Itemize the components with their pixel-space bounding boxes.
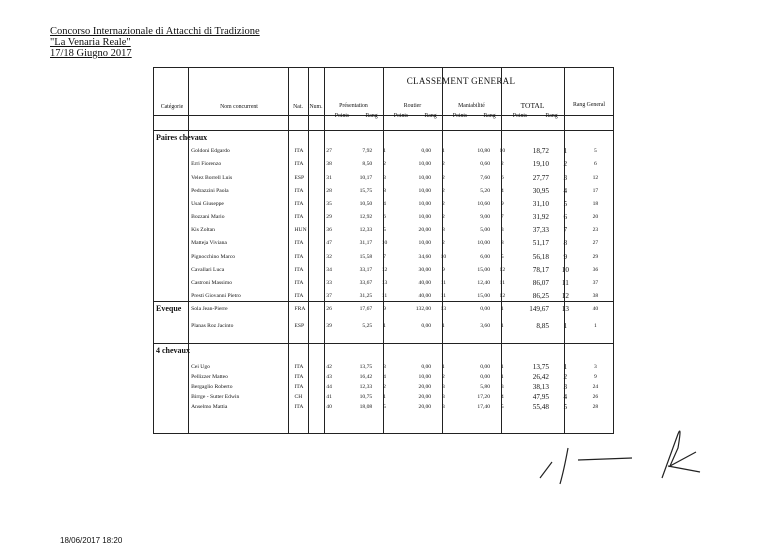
entry-number: 34 — [326, 266, 332, 273]
table-row — [154, 277, 613, 290]
header-nom: Nom concurrent — [220, 104, 258, 110]
presentation-rank: 11 — [381, 293, 388, 300]
table-row — [154, 321, 613, 331]
category-cell — [154, 211, 189, 224]
table-row — [154, 372, 613, 382]
table-row — [154, 158, 613, 171]
header-presentation: Présentation — [339, 103, 368, 109]
total-rank: 3 — [563, 382, 568, 391]
subheader-rang: Rang — [424, 113, 437, 119]
total-rank: 1 — [563, 147, 568, 156]
presentation-rank: 1 — [383, 393, 386, 400]
maniabilite-rank: 1 — [500, 306, 504, 313]
maniabilite-points: 5,80 — [480, 383, 491, 390]
competitor-name: Anselmo Mattia — [191, 403, 228, 410]
competitor-name: Cavallari Luca — [191, 266, 225, 273]
maniabilite-points: 0,00 — [480, 363, 491, 370]
category-cell — [154, 224, 189, 237]
category-cell — [154, 303, 189, 316]
table-row — [154, 290, 613, 303]
routier-points: 10,00 — [418, 187, 432, 194]
table-row — [154, 264, 613, 277]
nationality: ITA — [294, 240, 304, 247]
nationality: HUN — [294, 227, 307, 234]
category-cell — [154, 158, 189, 171]
total-rank: 4 — [563, 186, 568, 195]
category-cell — [154, 185, 189, 198]
routier-points: 10,00 — [418, 373, 432, 380]
competitor-name: Sola Jean-Pierre — [191, 306, 228, 313]
presentation-rank: 10 — [381, 240, 388, 247]
maniabilite-rank: 10 — [499, 148, 506, 155]
nationality: ITA — [294, 280, 304, 287]
competitor-name: Pignocchino Marco — [191, 253, 236, 260]
total-rank: 11 — [561, 279, 569, 288]
maniabilite-rank: 4 — [500, 393, 504, 400]
results-table — [154, 321, 613, 331]
maniabilite-points: 5,00 — [480, 227, 491, 234]
general-rank: 18 — [592, 200, 599, 207]
presentation-rank: 8 — [383, 187, 386, 194]
general-rank: 6 — [593, 161, 597, 168]
routier-rank: 1 — [442, 363, 445, 370]
routier-points: 20,00 — [418, 383, 432, 390]
maniabilite-points: 7,60 — [480, 174, 491, 181]
header-venue: "La Venaria Reale" — [50, 37, 131, 48]
total-rank: 10 — [561, 265, 569, 274]
total-points: 37,33 — [532, 226, 549, 235]
category-cell — [154, 198, 189, 211]
total-rank: 6 — [563, 213, 568, 222]
entry-number: 35 — [326, 200, 332, 207]
subheader-rang: Rang — [545, 113, 558, 119]
category-cell — [154, 362, 189, 372]
nationality: ITA — [294, 148, 304, 155]
header-event-name: Concorso Internazionale di Attacchi di Tradizione — [50, 26, 260, 37]
general-rank: 1 — [593, 322, 597, 329]
routier-points: 10,00 — [418, 161, 432, 168]
presentation-rank: 5 — [383, 403, 386, 410]
total-points: 38,13 — [532, 382, 549, 391]
routier-points: 10,00 — [418, 174, 432, 181]
routier-points: 20,00 — [418, 393, 432, 400]
general-rank: 29 — [592, 253, 599, 260]
nationality: ITA — [294, 363, 304, 370]
table-row — [154, 224, 613, 237]
maniabilite-points: 15,00 — [477, 266, 491, 273]
maniabilite-rank: 3 — [500, 383, 504, 390]
maniabilite-rank: 6 — [500, 174, 504, 181]
routier-rank: 3 — [442, 383, 445, 390]
maniabilite-points: 0,60 — [480, 161, 491, 168]
presentation-rank: 13 — [381, 280, 388, 287]
maniabilite-rank: 11 — [499, 280, 505, 287]
maniabilite-points: 10,00 — [477, 240, 491, 247]
subheader-points: Points — [334, 113, 350, 119]
routier-points: 0,00 — [421, 322, 432, 329]
general-rank: 23 — [592, 227, 599, 234]
presentation-points: 33,67 — [359, 280, 373, 287]
total-points: 149,67 — [529, 305, 549, 314]
total-points: 27,77 — [532, 173, 549, 182]
total-rank: 13 — [561, 305, 569, 314]
entry-number: 42 — [326, 363, 332, 370]
entry-number: 27 — [326, 148, 332, 155]
maniabilite-points: 5,20 — [480, 187, 491, 194]
entry-number: 31 — [326, 174, 332, 181]
competitor-name: Presti Giovanni Pietro — [191, 293, 241, 300]
table-row — [154, 362, 613, 372]
routier-rank: 1 — [442, 322, 445, 329]
general-rank: 27 — [592, 240, 599, 247]
competitor-name: Pellizzer Matteo — [191, 373, 228, 380]
presentation-points: 10,17 — [359, 174, 373, 181]
presentation-rank: 9 — [383, 306, 386, 313]
maniabilite-rank: 12 — [499, 293, 506, 300]
nationality: ITA — [294, 266, 304, 273]
total-rank: 9 — [563, 252, 568, 261]
competitor-name: Pedrazzini Paola — [191, 187, 229, 194]
table-row — [154, 145, 613, 158]
presentation-points: 18,08 — [359, 403, 373, 410]
routier-rank: 2 — [442, 174, 445, 181]
entry-number: 26 — [326, 306, 332, 313]
signature-marks — [520, 420, 720, 490]
total-points: 86,25 — [532, 292, 549, 301]
total-points: 47,95 — [532, 392, 549, 401]
general-rank: 5 — [593, 148, 597, 155]
competitor-name: Usai Giuseppe — [191, 200, 224, 207]
general-rank: 36 — [592, 266, 599, 273]
presentation-points: 15,75 — [359, 187, 373, 194]
general-rank: 3 — [593, 363, 597, 370]
table-row — [154, 251, 613, 264]
general-rank: 40 — [592, 306, 599, 313]
category-cell — [154, 264, 189, 277]
section-title: 4 chevaux — [156, 346, 190, 355]
presentation-rank: 2 — [383, 161, 386, 168]
routier-rank: 3 — [442, 403, 445, 410]
general-rank: 26 — [592, 393, 599, 400]
maniabilite-rank: 5 — [500, 403, 504, 410]
routier-points: 30,00 — [418, 266, 432, 273]
header-maniabilite: Maniabilité — [458, 103, 485, 109]
routier-rank: 2 — [442, 373, 445, 380]
presentation-rank: 2 — [383, 383, 386, 390]
routier-rank: 2 — [442, 214, 445, 221]
routier-rank: 11 — [440, 280, 447, 287]
general-rank: 38 — [592, 293, 599, 300]
presentation-points: 31,25 — [359, 293, 373, 300]
maniabilite-points: 0,00 — [480, 306, 491, 313]
total-rank: 2 — [563, 372, 568, 381]
routier-points: 20,00 — [418, 403, 432, 410]
entry-number: 32 — [326, 253, 332, 260]
maniabilite-rank: 5 — [500, 253, 504, 260]
presentation-points: 33,17 — [359, 266, 373, 273]
presentation-points: 12,92 — [359, 214, 373, 221]
maniabilite-points: 6,00 — [480, 253, 491, 260]
table-row — [154, 303, 613, 316]
table-row — [154, 198, 613, 211]
presentation-points: 8,50 — [362, 161, 373, 168]
total-rank: 2 — [563, 160, 568, 169]
total-rank: 8 — [563, 239, 568, 248]
section-title: Paires chevaux — [156, 133, 208, 142]
category-cell — [154, 372, 189, 382]
table-title: CLASSEMENT GENERAL — [406, 76, 516, 86]
presentation-points: 7,92 — [362, 148, 373, 155]
routier-rank: 8 — [442, 227, 445, 234]
maniabilite-rank: 1 — [500, 373, 504, 380]
routier-rank: 13 — [440, 306, 447, 313]
competitor-name: Birrge - Sutter Edwin — [191, 393, 240, 400]
category-cell — [154, 321, 189, 331]
results-sheet — [153, 67, 614, 434]
routier-points: 40,00 — [418, 293, 432, 300]
maniabilite-rank: 2 — [500, 161, 504, 168]
maniabilite-rank: 8 — [500, 240, 504, 247]
nationality: ITA — [294, 373, 304, 380]
nationality: ITA — [294, 403, 304, 410]
section-title: Eveque — [156, 304, 182, 313]
maniabilite-points: 0,00 — [480, 373, 491, 380]
header-categorie: Catégorie — [160, 104, 184, 110]
entry-number: 44 — [326, 383, 332, 390]
nationality: ITA — [294, 187, 304, 194]
category-cell — [154, 402, 189, 412]
competitor-name: Cei Ugo — [191, 363, 210, 370]
header-num: Num. — [309, 104, 323, 110]
results-table — [154, 362, 613, 412]
competitor-name: Bergaglio Roberto — [191, 383, 233, 390]
subheader-rang: Rang — [365, 113, 378, 119]
routier-points: 10,00 — [418, 240, 432, 247]
nationality: ITA — [294, 293, 304, 300]
entry-number: 41 — [326, 393, 332, 400]
entry-number: 38 — [326, 161, 332, 168]
nationality: ITA — [294, 214, 304, 221]
routier-rank: 2 — [442, 200, 445, 207]
routier-rank: 2 — [442, 161, 445, 168]
general-rank: 24 — [592, 383, 599, 390]
presentation-points: 12,33 — [359, 383, 373, 390]
header-rang-general: Rang General — [572, 102, 606, 108]
routier-points: 40,00 — [418, 280, 432, 287]
results-table — [154, 145, 613, 316]
table-row — [154, 392, 613, 402]
routier-rank: 1 — [442, 148, 445, 155]
total-rank: 1 — [563, 321, 568, 330]
general-rank: 9 — [593, 373, 597, 380]
total-rank: 12 — [561, 292, 569, 301]
nationality: ITA — [294, 200, 304, 207]
routier-points: 34,60 — [418, 253, 432, 260]
table-row — [154, 237, 613, 250]
competitor-name: Castroni Massimo — [191, 280, 233, 287]
subheader-points: Points — [512, 113, 528, 119]
total-points: 51,17 — [532, 239, 549, 248]
category-cell — [154, 290, 189, 303]
presentation-rank: 12 — [381, 266, 388, 273]
total-rank: 5 — [563, 402, 568, 411]
presentation-rank: 1 — [383, 148, 386, 155]
routier-points: 10,00 — [418, 200, 432, 207]
presentation-points: 10,50 — [359, 200, 373, 207]
header-dates: 17/18 Giugno 2017 — [50, 48, 132, 59]
entry-number: 43 — [326, 373, 332, 380]
header-total: TOTAL — [520, 101, 545, 110]
total-points: 86,07 — [532, 279, 549, 288]
maniabilite-rank: 1 — [500, 322, 504, 329]
competitor-name: Bozzani Mario — [191, 214, 225, 221]
total-points: 18,72 — [532, 147, 549, 156]
routier-rank: 9 — [442, 266, 445, 273]
total-points: 78,17 — [532, 265, 549, 274]
presentation-points: 12,33 — [359, 227, 373, 234]
presentation-points: 31,17 — [359, 240, 373, 247]
grid-line — [154, 343, 613, 344]
total-points: 56,18 — [532, 252, 549, 261]
total-rank: 4 — [563, 392, 568, 401]
presentation-rank: 7 — [383, 253, 386, 260]
entry-number: 40 — [326, 403, 332, 410]
maniabilite-points: 17,40 — [477, 403, 491, 410]
header-nat: Nat. — [293, 104, 303, 110]
category-cell — [154, 237, 189, 250]
general-rank: 17 — [592, 187, 599, 194]
routier-points: 10,00 — [418, 214, 432, 221]
entry-number: 47 — [326, 240, 332, 247]
presentation-rank: 3 — [383, 363, 386, 370]
print-timestamp: 18/06/2017 18:20 — [60, 536, 123, 545]
routier-points: 0,00 — [421, 148, 432, 155]
presentation-points: 17,67 — [359, 306, 373, 313]
routier-points: 0,00 — [421, 363, 432, 370]
maniabilite-rank: 9 — [500, 200, 504, 207]
nationality: CH — [294, 393, 303, 400]
total-points: 13,75 — [532, 362, 549, 371]
nationality: FRA — [294, 306, 306, 313]
competitor-name: Velez Borrell Luis — [191, 174, 233, 181]
entry-number: 39 — [326, 322, 332, 329]
general-rank: 12 — [592, 174, 599, 181]
total-points: 31,10 — [532, 199, 549, 208]
maniabilite-points: 10,60 — [477, 200, 491, 207]
general-rank: 28 — [592, 403, 599, 410]
routier-points: 132,00 — [415, 306, 432, 313]
category-cell — [154, 171, 189, 184]
maniabilite-points: 9,00 — [480, 214, 491, 221]
category-cell — [154, 382, 189, 392]
routier-rank: 10 — [440, 253, 447, 260]
total-rank: 7 — [563, 226, 568, 235]
maniabilite-rank: 12 — [499, 266, 506, 273]
entry-number: 36 — [326, 227, 332, 234]
presentation-rank: 6 — [383, 214, 386, 221]
routier-points: 20,00 — [418, 227, 432, 234]
maniabilite-points: 15,00 — [477, 293, 491, 300]
competitor-name: Kis Zoltan — [191, 227, 215, 234]
subheader-points: Points — [452, 113, 468, 119]
presentation-points: 16,42 — [359, 373, 373, 380]
entry-number: 28 — [326, 187, 332, 194]
routier-rank: 11 — [440, 293, 447, 300]
presentation-rank: 1 — [383, 322, 386, 329]
maniabilite-rank: 1 — [500, 363, 504, 370]
routier-rank: 2 — [442, 187, 445, 194]
table-row — [154, 211, 613, 224]
total-rank: 3 — [563, 173, 568, 182]
maniabilite-points: 12,40 — [477, 280, 491, 287]
entry-number: 33 — [326, 280, 332, 287]
routier-rank: 3 — [442, 393, 445, 400]
routier-rank: 2 — [442, 240, 445, 247]
presentation-rank: 3 — [383, 174, 386, 181]
maniabilite-rank: 7 — [500, 214, 504, 221]
competitor-name: Planas Roz Jacinto — [191, 322, 234, 329]
subheader-points: Points — [393, 113, 409, 119]
nationality: ITA — [294, 161, 304, 168]
presentation-rank: 4 — [383, 373, 386, 380]
presentation-points: 5,25 — [362, 322, 373, 329]
total-points: 19,10 — [532, 160, 549, 169]
category-cell — [154, 145, 189, 158]
maniabilite-points: 17,20 — [477, 393, 491, 400]
presentation-points: 13,75 — [359, 363, 373, 370]
total-points: 30,95 — [532, 186, 549, 195]
presentation-rank: 4 — [383, 200, 386, 207]
table-row — [154, 171, 613, 184]
table-row — [154, 382, 613, 392]
category-cell — [154, 251, 189, 264]
category-cell — [154, 277, 189, 290]
presentation-rank: 5 — [383, 227, 386, 234]
total-points: 31,92 — [532, 213, 549, 222]
general-rank: 20 — [592, 214, 599, 221]
competitor-name: Erri Fiorenzo — [191, 161, 222, 168]
subheader-rang: Rang — [483, 113, 496, 119]
table-row — [154, 402, 613, 412]
maniabilite-rank: 4 — [500, 187, 504, 194]
total-rank: 1 — [563, 362, 568, 371]
entry-number: 37 — [326, 293, 332, 300]
entry-number: 29 — [326, 214, 332, 221]
header-routier: Routier — [403, 103, 422, 109]
maniabilite-points: 3,60 — [480, 322, 491, 329]
total-points: 8,85 — [536, 321, 549, 330]
maniabilite-rank: 3 — [500, 227, 504, 234]
table-row — [154, 185, 613, 198]
presentation-points: 10,75 — [359, 393, 373, 400]
document-header — [50, 26, 260, 59]
total-points: 55,48 — [532, 402, 549, 411]
nationality: ITA — [294, 253, 304, 260]
grid-line — [154, 130, 613, 131]
competitor-name: Matteja Viviana — [191, 240, 227, 247]
competitor-name: Goldoni Edgardo — [191, 148, 230, 155]
total-points: 26,42 — [532, 372, 549, 381]
general-rank: 37 — [592, 280, 599, 287]
nationality: ESP — [294, 322, 305, 329]
nationality: ITA — [294, 383, 304, 390]
maniabilite-points: 10,80 — [477, 148, 491, 155]
nationality: ESP — [294, 174, 305, 181]
total-rank: 5 — [563, 199, 568, 208]
presentation-points: 15,58 — [359, 253, 373, 260]
category-cell — [154, 392, 189, 402]
